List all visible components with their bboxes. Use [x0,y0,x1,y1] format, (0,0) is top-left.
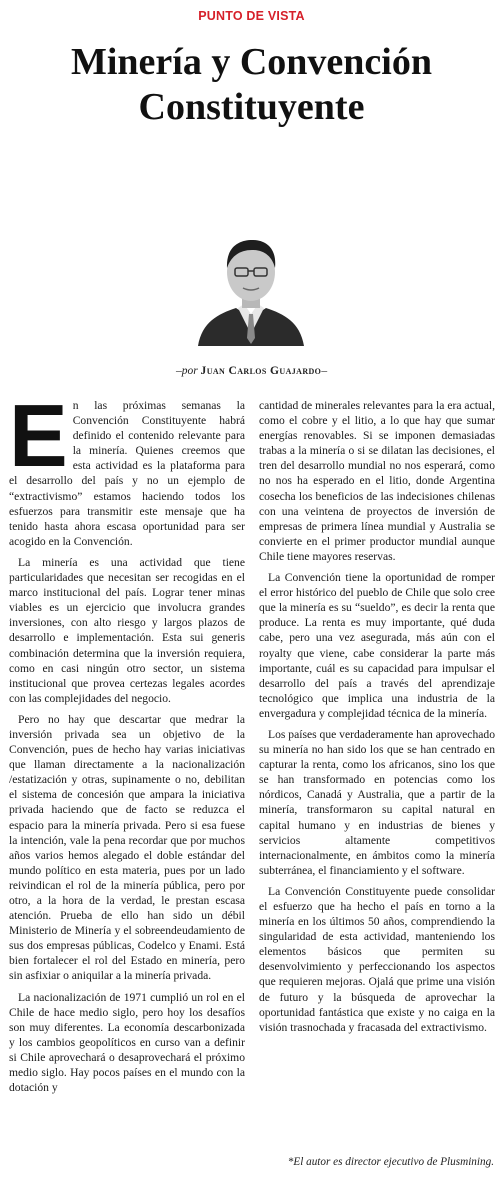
paragraph: La Convención Constituyente puede consolidar el esfuerzo que ha hecho el país en torno a la minería en los últimos 50 años, comprendiendo la singularidad de esta actividad, manteniendo los elementos básicos que permiten su desenvolvimiento y perfeccionando los aspectos que requieren mejoras. Ojalá que prime una visión de futuro y la búsqueda de aprovechar la oportunidad fantástica que existe y no caiga en la visión trasnochada y fracasada del extractivismo. [259,884,495,1034]
author-name: Juan Carlos Guajardo [200,365,322,377]
author-footnote: *El autor es director ejecutivo de Plusmining. [287,1156,494,1168]
title-line-2: Constituyente [138,86,365,128]
byline [0,365,503,377]
paragraph: La Convención tiene la oportunidad de romper el error histórico del pueblo de Chile que solo cree que la minería es su “sueldo”, es decir la renta que produce. La renta es muy importante, qué duda cabe, pero una vez asegurada, más aún con el royalty que viene, cabe considerar la parte más importante, cuál es su capacidad para impulsar el desarrollo del país a través del aprendizaje tecnológico que implica una industria de la envergadura y complejidad técnica de la minería. [259,571,495,720]
paragraph: La nacionalización de 1971 cumplió un rol en el Chile de hace medio siglo, pero hoy los desafíos son muy diferentes. La economía descarbonizada y los cambios geopolíticos en curso van a definir si Chile aprovechará o desaprovechará el próximo medio siglo. Hay pocos países en el mundo con la dotación y [9,990,245,1095]
byline-suffix: – [321,365,328,377]
title-line-1: Minería y Convención [71,41,432,83]
author-portrait-icon [192,234,310,346]
section-label: PUNTO DE VISTA [198,9,305,23]
article-title [0,40,503,130]
paragraph-text: n las próximas semanas la Convención Constituyente habrá definido el contenido relevante para la minería. Quienes creemos que esta actividad es la plataforma para el desarrollo del país y no un ejemplo de “extractivismo” estamos haciendo todos los esfuerzos para transmitir este mensaje que ha tenido hasta ahora escasa oportunidad para ser acogido en la Convención. [9,399,245,548]
column-right [259,398,495,1146]
paragraph: La minería es una actividad que tiene particularidades que necesitan ser recogidas en el marco institucional del país. Lograr tener minas viables es un ejercicio que involucra grandes inversiones, con alto riesgo y largos plazos de desarrollo e implementación. Esta sui generis combinación determina que la inversión requiera, como en casi ningún otro sector, un sistema institucional que provea certezas legales acordes con las complejidades del negocio. [9,555,245,705]
paragraph: Pero no hay que descartar que medrar la inversión privada sea un objetivo de la Convención, pues de hecho hay varias iniciativas que llaman directamente a la nacionalización /estatización y otras, supinamente o no, debilitan el sistema de concesión que ampara la iniciativa privada haciendo que de facto se reduzca el espacio para la minería privada. Pero si esa fuese la intención, vale la pena recordar que por muchos años varios hemos alegado el doble estándar del mundo político en esta materia, pues por un lado reivindican el rol de la minería pública, pero por otro, a la hora de la verdad, le prestan escasa atención. Prueba de ello han sido un débil Ministerio de Minería y el sobreendeudamiento de sus dos empresas públicas, Codelco y Enami. Está bien fortalecer el rol del Estado en minería, pero sin asfixiar o aniquilar a la minería privada. [9,712,245,983]
column-left [9,398,245,1146]
paragraph: Los países que verdaderamente han aprovechado su minería no han sido los que se han centrado en capturar la renta, como los africanos, sino los que se han transformado en potencias como los nórdicos, Canadá y Australia, que a partir de la minería, transformaron su capital natural en capital humano y en industrias de bienes y servicios altamente competitivos internacionalmente, en ámbitos como la minería subterránea, el financiamiento y el software. [259,727,495,877]
paragraph: cantidad de minerales relevantes para la era actual, como el cobre y el litio, a lo que hay que sumar energías renovables. Si se imponen demasiadas trabas a la minería o si se dilatan las decisiones, el tren del desarrollo mundial no nos esperará, como no nos ha esperado en el litio, donde Argentina cosecha los beneficios de las indecisiones chilenas con una veintena de proyectos de inversión de empresas de primera línea mundial y Australia se convierte en el primer productor mundial aunque Chile tiene mayores reservas. [259,399,495,563]
drop-cap: E [9,398,68,485]
byline-prefix: –por [175,365,198,377]
paragraph [9,398,245,549]
article-body [9,398,495,1146]
